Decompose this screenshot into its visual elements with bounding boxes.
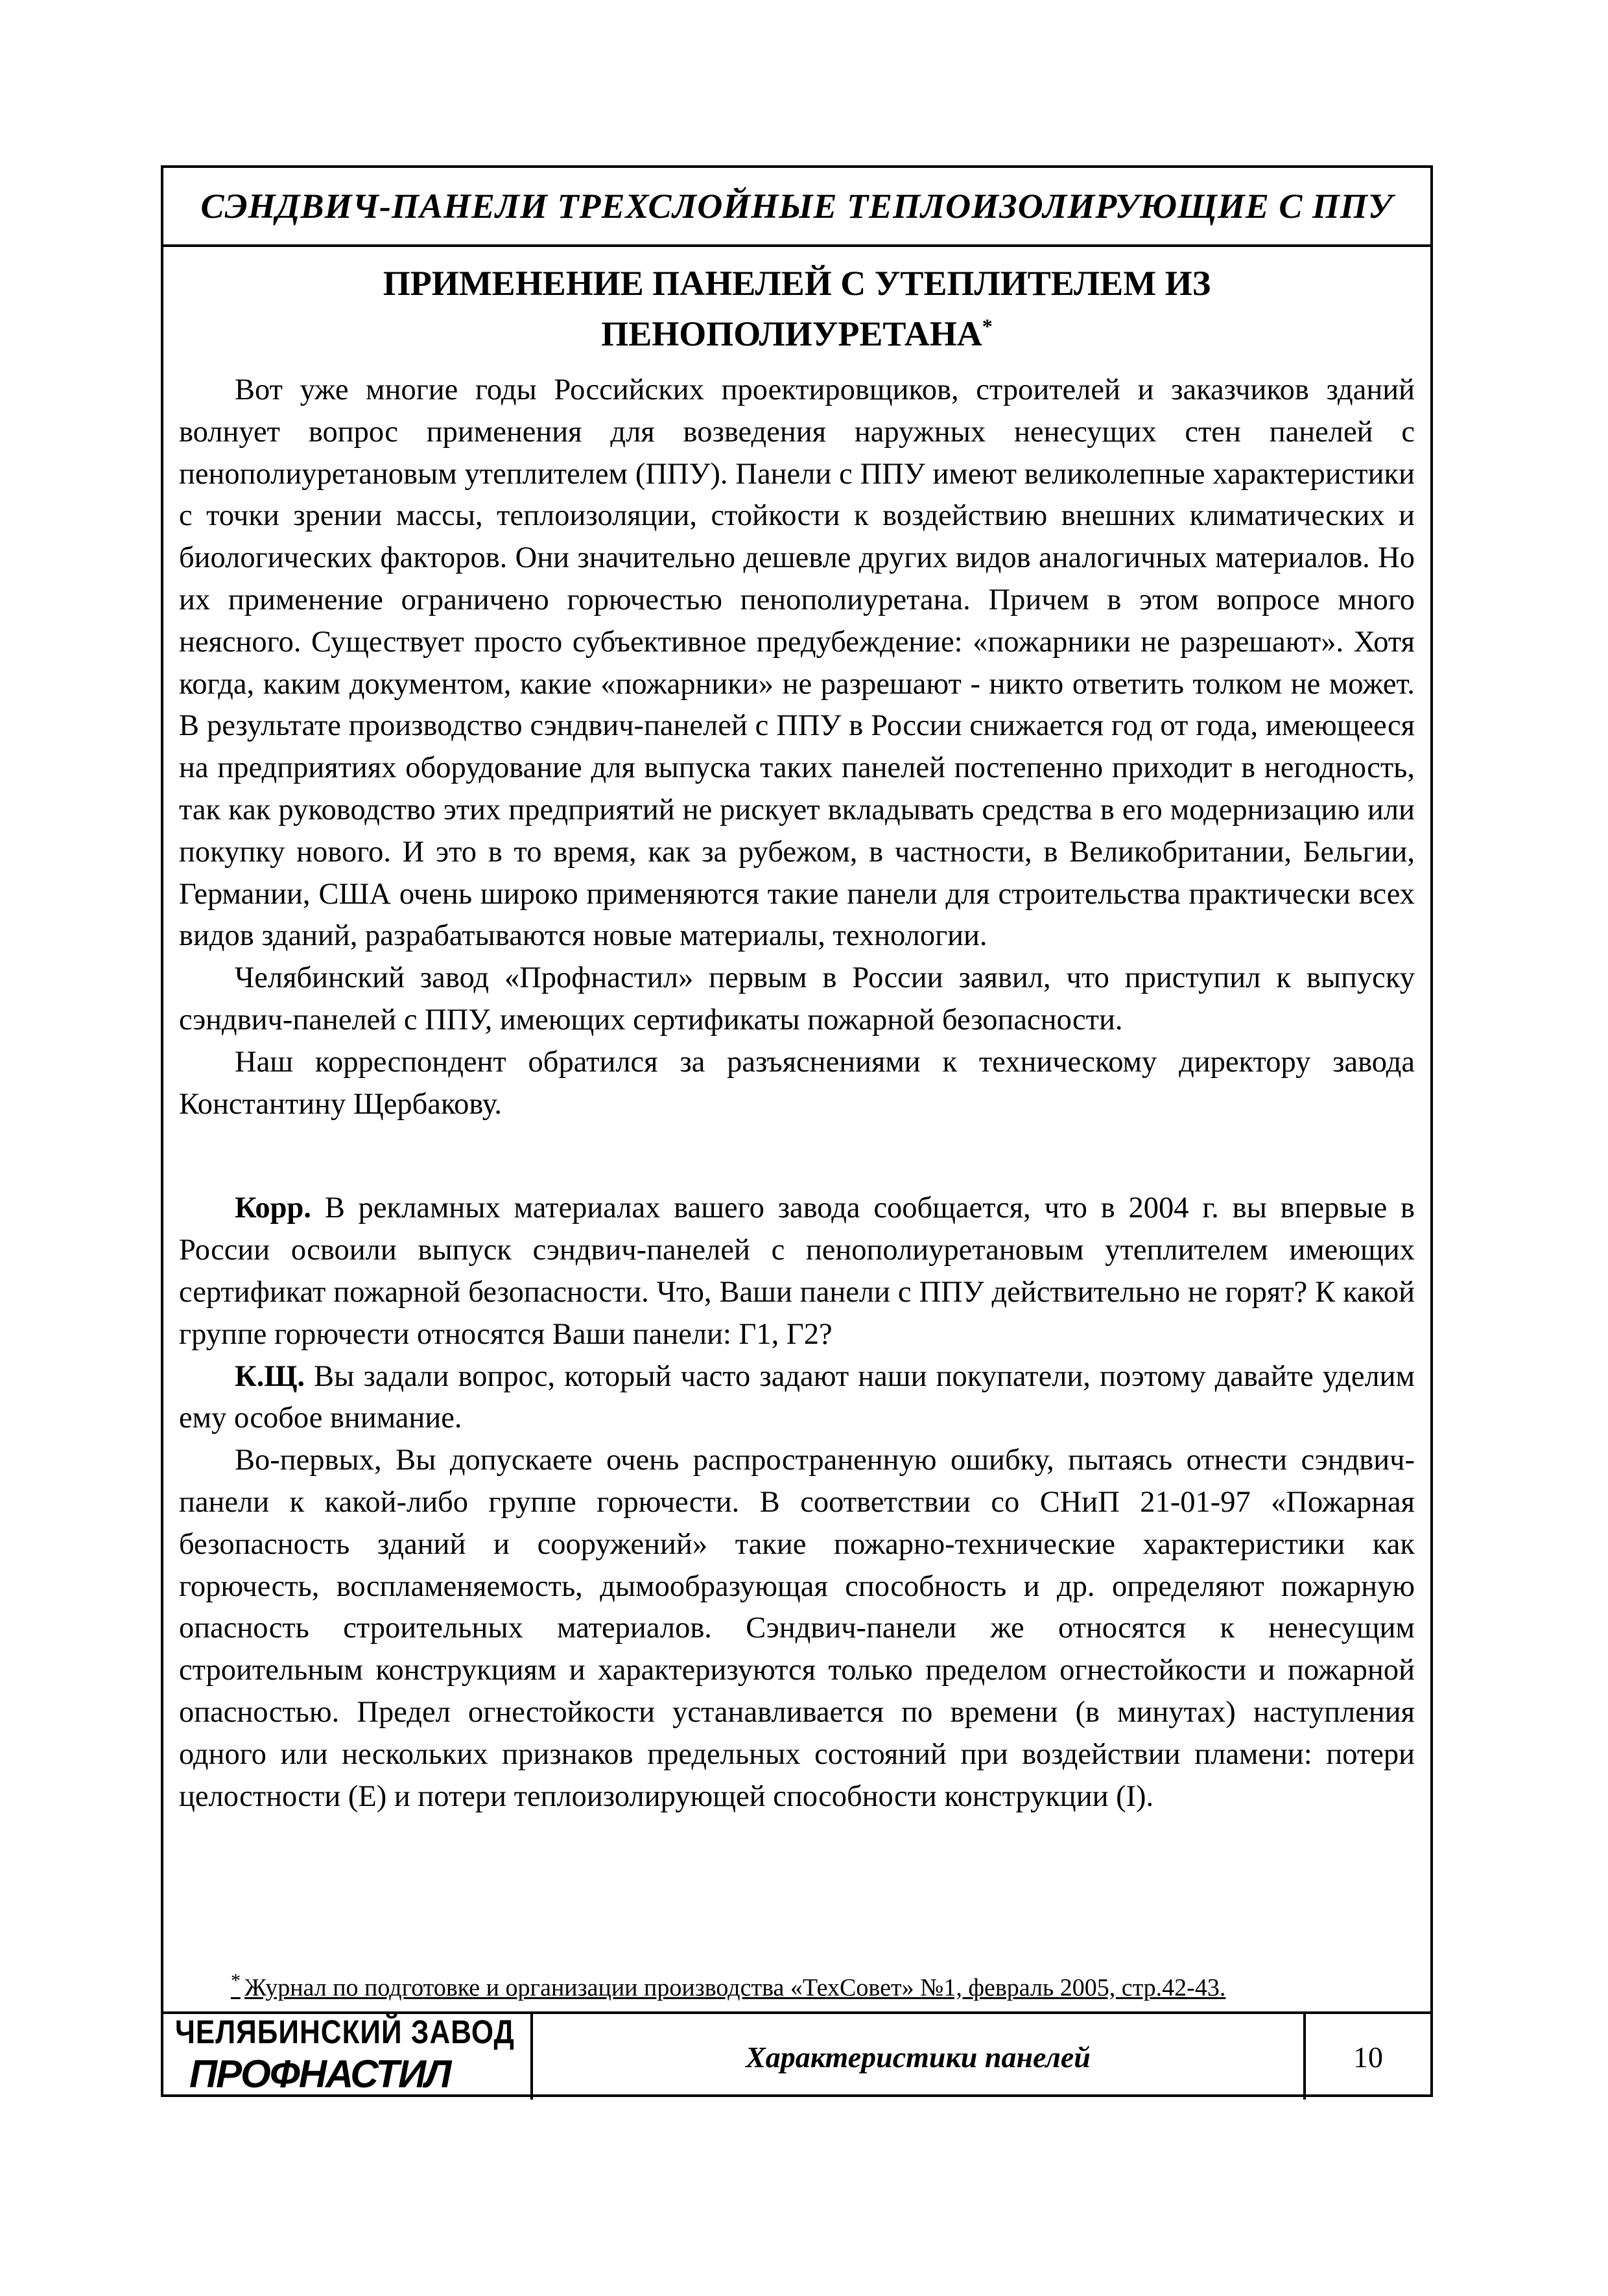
footnote-reference-mark: * — [982, 314, 993, 338]
question-paragraph — [179, 1188, 1415, 1355]
article-title-line1: ПРИМЕНЕНИЕ ПАНЕЛЕЙ С УТЕПЛИТЕЛЕМ ИЗ — [383, 264, 1211, 303]
footnote — [231, 1970, 1225, 2002]
article-body — [179, 262, 1415, 1818]
intro-paragraph-2: Челябинский завод «Профнастил» первым в России заявил, что приступил к выпуску сэндвич-панелей с ППУ, имеющих сертификаты пожарной безопасности. — [179, 961, 1415, 1037]
answer-speaker: К.Щ. — [235, 1359, 305, 1393]
question-speaker: Корр. — [235, 1191, 311, 1225]
question-text: В рекламных материалах вашего завода сообщается, что в 2004 г. вы впервые в России освоили выпуск сэндвич-панелей с пенополиуретановым утеплителем имеющих сертификат пожарной безопасности. Что, Ваши панели с ППУ действительно не горят? К какой группе горючести относятся Ваши панели: Г1, Г2? — [179, 1191, 1415, 1351]
page-footer — [163, 2011, 1430, 2100]
header-title: СЭНДВИЧ-ПАНЕЛИ ТРЕХСЛОЙНЫЕ ТЕПЛОИЗОЛИРУЮЩИЕ С ППУ — [200, 187, 1393, 226]
logo-line2: ПРОФНАСТИЛ — [189, 2052, 451, 2096]
answer-continuation-paragraph: Во-первых, Вы допускаете очень распространенную ошибку, пытаясь отнести сэндвич-панели к какой-либо группе горючести. В соответствии со СНиП 21-01-97 «Пожарная безопасность зданий и сооружений» такие пожарно-технические характеристики как горючесть, воспламеняемость, дымообразующая способность и др. определяют пожарную опасность строительных материалов. Сэндвич-панели же относятся к ненесущим строительным конструкциям и характеризуются только пределом огнестойкости и пожарной опасностью. Предел огнестойкости устанавливается по времени (в минутах) наступления одного или нескольких признаков предельных состояний при воздействии пламени: потери целостности (Е) и потери теплоизолирующей способности конструкции (I). — [179, 1444, 1415, 1813]
page-number: 10 — [1353, 2040, 1383, 2074]
footnote-mark: * — [231, 1970, 241, 1991]
article-title-line2 — [179, 305, 1415, 355]
page-header — [163, 168, 1430, 247]
page-frame — [161, 165, 1433, 2097]
logo-line1: ЧЕЛЯБИНСКИЙ ЗАВОД — [175, 2014, 515, 2051]
article-title-line2-text: ПЕНОПОЛИУРЕТАНА — [601, 314, 982, 353]
footnote-text: Журнал по подготовке и организации производства «ТехСовет» №1, февраль 2005, стр.42-43. — [244, 1974, 1226, 2002]
company-logo — [163, 2014, 533, 2100]
paragraph-spacer — [179, 1125, 1415, 1188]
answer-paragraph — [179, 1356, 1415, 1440]
footer-section-title: Характеристики панелей — [533, 2014, 1306, 2100]
intro-paragraph-3: Наш корреспондент обратился за разъяснениями к техническому директору завода Константину Щербакову. — [179, 1045, 1415, 1121]
intro-paragraph-1: Вот уже многие годы Российских проектировщиков, строителей и заказчиков зданий волнует вопрос применения для возведения наружных ненесущих стен панелей с пенополиуретановым утеплителем (ППУ). Панели с ППУ имеют великолепные характеристики с точки зрении массы, теплоизоляции, стойкости к воздействию внешних климатических и биологических факторов. Они значительно дешевле других видов аналогичных материалов. Но их применение ограничено горючестью пенополиуретана. Причем в этом вопросе много неясного. Существует просто субъективное предубеждение: «пожарники не разрешают». Хотя когда, каким документом, какие «пожарники» не разрешают - никто ответить толком не может. В результате производство сэндвич-панелей с ППУ в России снижается год от года, имеющееся на предприятиях оборудование для выпуска таких панелей постепенно приходит в негодность, так как руководство этих предприятий не рискует вкладывать средства в его модернизацию или покупку нового. И это в то время, как за рубежом, в частности, в Великобритании, Бельгии, Германии, США очень широко применяются такие панели для строительства практически всех видов зданий, разрабатываются новые материалы, технологии. — [179, 373, 1415, 953]
article-title — [179, 262, 1415, 355]
answer-text: Вы задали вопрос, который часто задают наши покупатели, поэтому давайте уделим ему особое внимание. — [179, 1359, 1415, 1435]
